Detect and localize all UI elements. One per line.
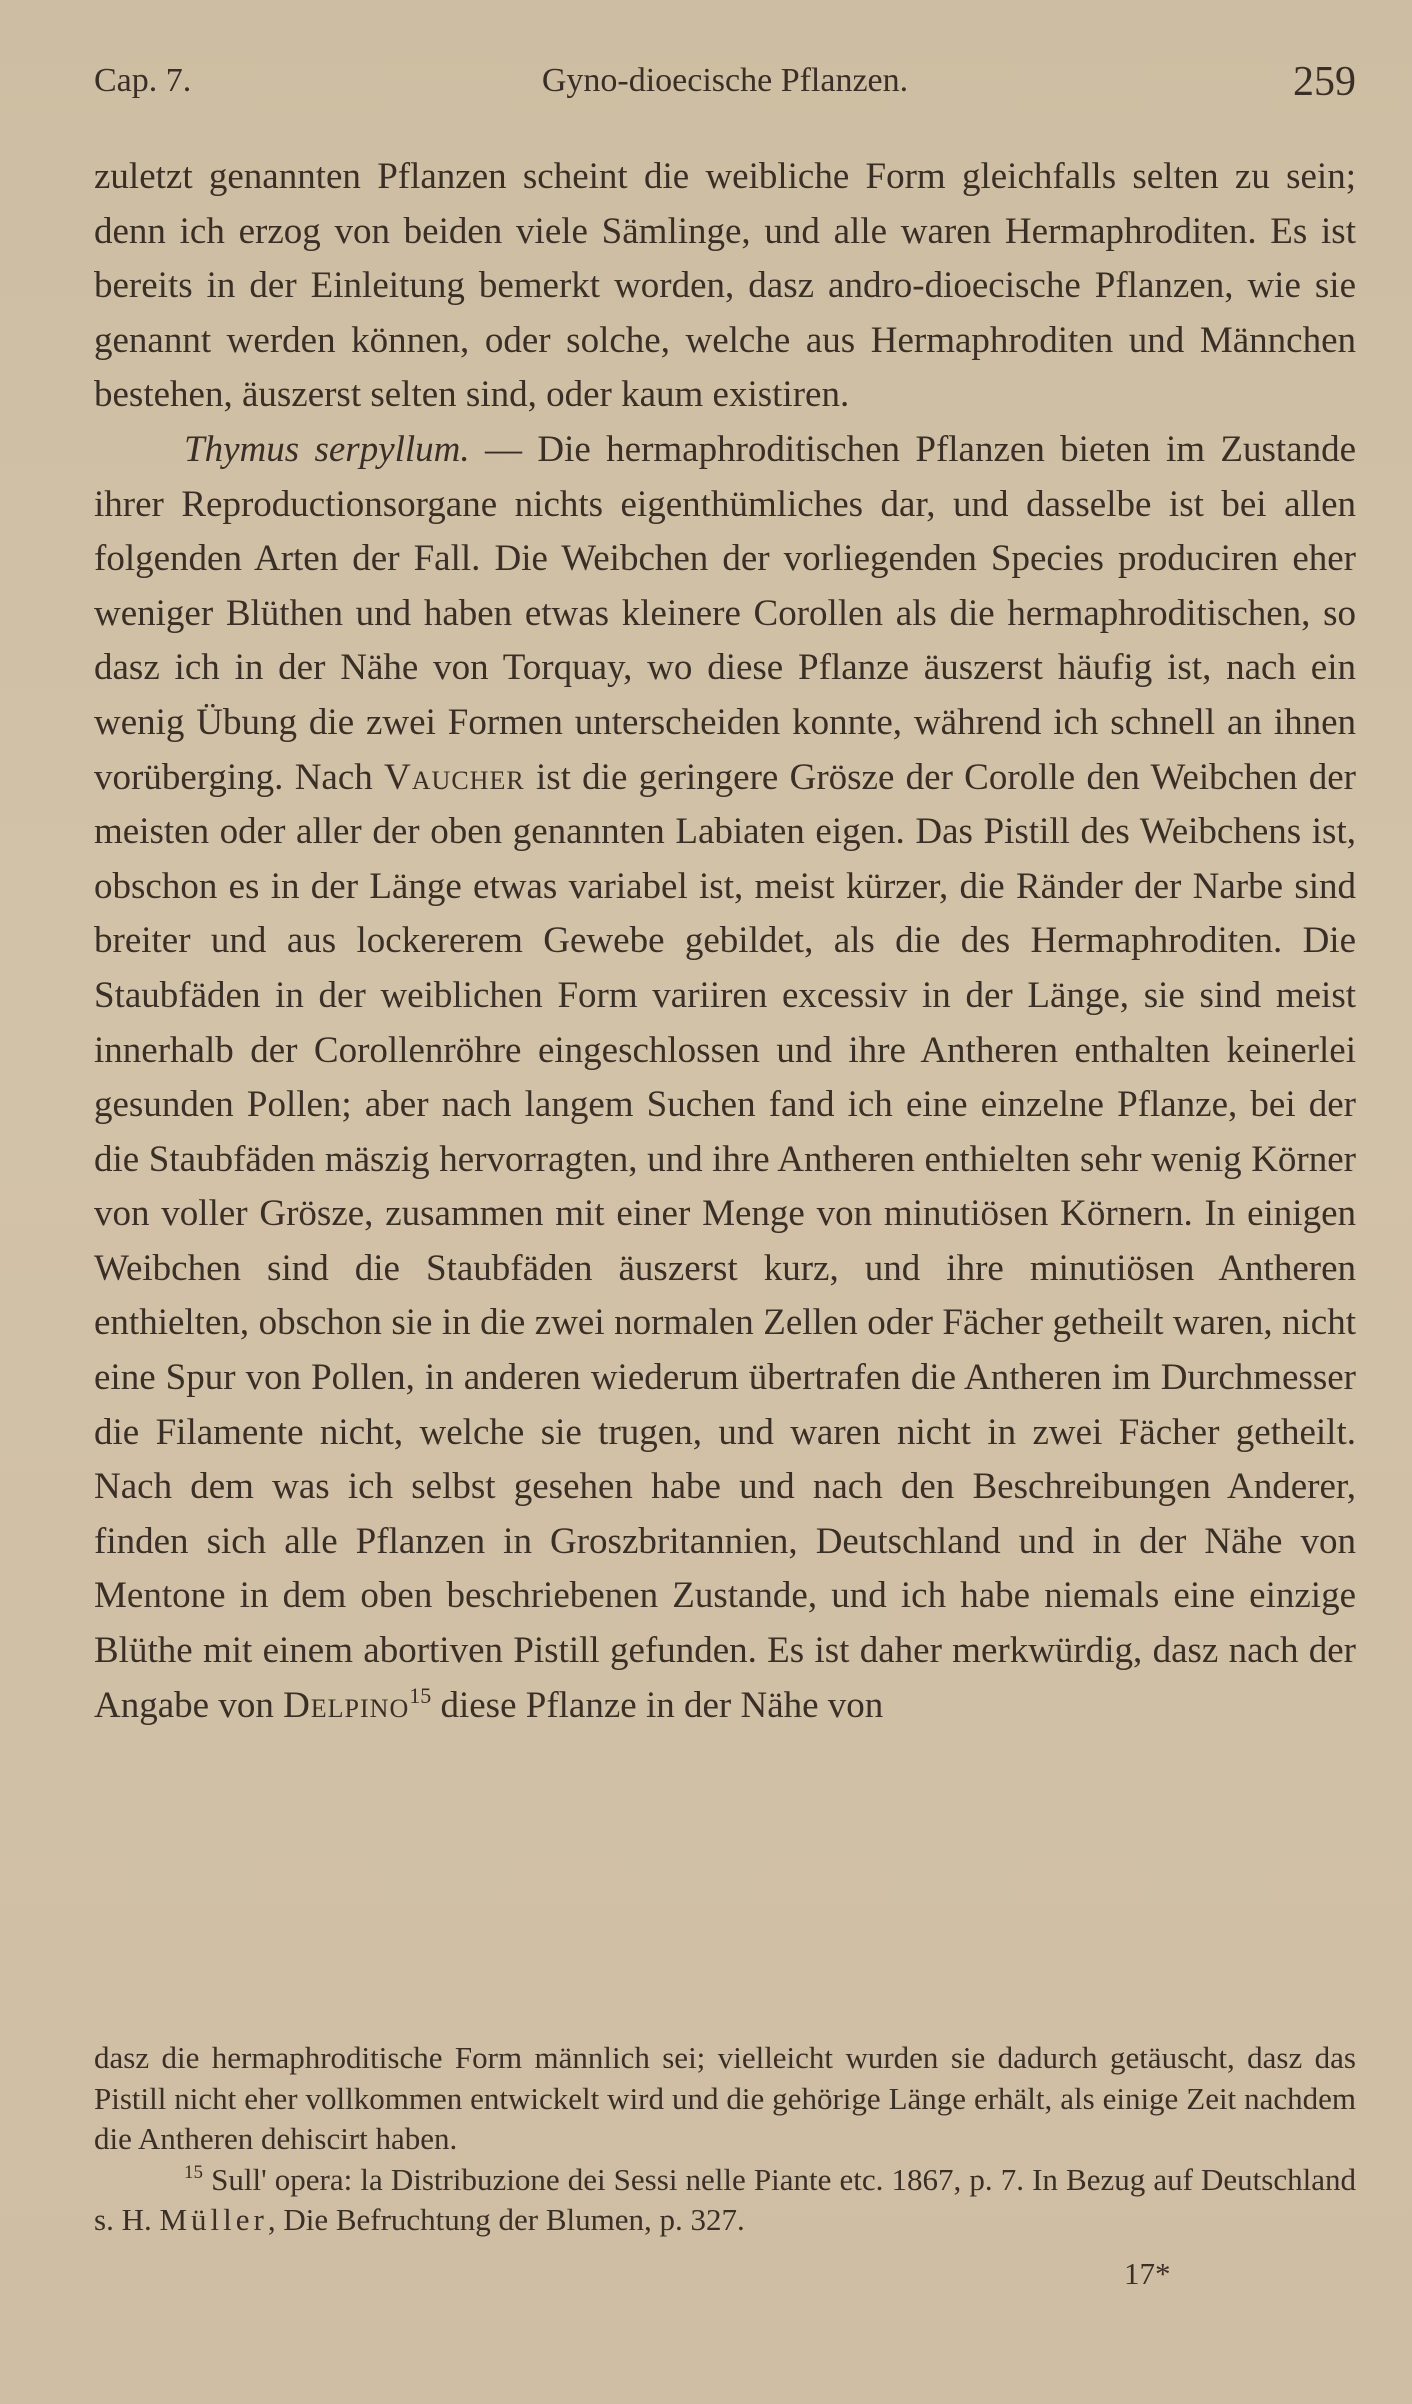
footnote-15-text-b: , Die Befruchtung der Blumen, p. 327.	[267, 2202, 745, 2237]
running-title: Gyno-dioecische Pflanzen.	[541, 62, 909, 99]
author-delpino: Delpino	[283, 1684, 410, 1726]
author-mueller: Müller	[159, 2202, 268, 2237]
page-number: 259	[1293, 59, 1356, 105]
footnote-15-number: 15	[184, 2161, 203, 2183]
author-vaucher: Vaucher	[384, 756, 525, 798]
paragraph-2-part-c: diese Pflanze in der Nähe von	[431, 1684, 884, 1726]
running-header	[94, 59, 1356, 112]
footnote-ref-15: 15	[409, 1682, 432, 1708]
paragraph-2-part-b: ist die geringere Grösze der Corolle den Weibchen der meisten oder aller der oben genannten Labiaten eigen. Das Pistill des Weibchens ist, obschon es in der Länge etwas variabel ist, meist kürzer, die Ränder der Narbe sind breiter und aus lockererem Gewebe gebildet, als die des Hermaphroditen. Die Staubfäden in der weiblichen Form variiren excessiv in der Länge, sie sind meist innerhalb der Corollenröhre eingeschlossen und ihre Antheren enthalten keinerlei gesunden Pollen; aber nach langem Suchen fand ich eine einzelne Pflanze, bei der die Staubfäden mäszig hervorragten, und ihre Antheren enthielten sehr wenig Körner von voller Grösze, zusammen mit einer Menge von minutiösen Körnern. In einigen Weibchen sind die Staubfäden äuszerst kurz, und ihre minutiösen Antheren enthielten, obschon sie in die zwei normalen Zellen oder Fächer getheilt waren, nicht eine Spur von Pollen, in anderen wiederum übertrafen die Antheren im Durchmesser die Filamente nicht, welche sie trugen, und waren nicht in zwei Fächer getheilt. Nach dem was ich selbst gesehen habe und nach den Beschreibungen Anderer, finden sich alle Pflanzen in Groszbritannien, Deutschland und in der Nähe von Mentone in dem oben beschriebenen Zustande, und ich habe niemals eine einzige Blüthe mit einem abortiven Pistill gefunden. Es ist daher merkwürdig, dasz nach der Angabe von	[94, 756, 1356, 1726]
species-name: Thymus serpyllum.	[184, 428, 470, 470]
main-text	[94, 150, 1356, 1733]
footnotes	[94, 2038, 1356, 2241]
printer-signature: 17*	[1124, 2256, 1171, 2291]
footnote-15-text-a: Sull' opera: la Distribuzione dei Sessi nelle Piante etc. 1867, p. 7. In Bezug auf Deutschland s. H.	[94, 2161, 1356, 2237]
paragraph-2	[94, 423, 1356, 1733]
chapter-label: Cap. 7.	[94, 62, 192, 99]
footnote-15	[94, 2160, 1356, 2241]
footnote-continuation: dasz die hermaphroditische Form männlich sei; vielleicht wurden sie dadurch getäuscht, dasz das Pistill nicht eher vollkommen entwickelt wird und die gehörige Länge erhält, als einige Zeit nachdem die Antheren dehiscirt haben.	[94, 2040, 1356, 2156]
paragraph-1: zuletzt genannten Pflanzen scheint die weibliche Form gleichfalls selten zu sein; denn ich erzog von beiden viele Sämlinge, und alle waren Hermaphroditen. Es ist bereits in der Einleitung bemerkt worden, dasz andro-dioecische Pflanzen, wie sie genannt werden können, oder solche, welche aus Hermaphroditen und Männchen bestehen, äuszerst selten sind, oder kaum existiren.	[94, 156, 1356, 416]
paragraph-2-part-a: — Die hermaphroditischen Pflanzen bieten im Zustande ihrer Reproductionsorgane nichts eigenthümliches dar, und dasselbe ist bei allen folgenden Arten der Fall. Die Weibchen der vorliegenden Species produciren eher weniger Blüthen und haben etwas kleinere Corollen als die hermaphroditischen, so dasz ich in der Nähe von Torquay, wo diese Pflanze äuszerst häufig ist, nach ein wenig Übung die zwei Formen unterscheiden konnte, während ich schnell an ihnen vorüberging. Nach	[94, 428, 1356, 798]
